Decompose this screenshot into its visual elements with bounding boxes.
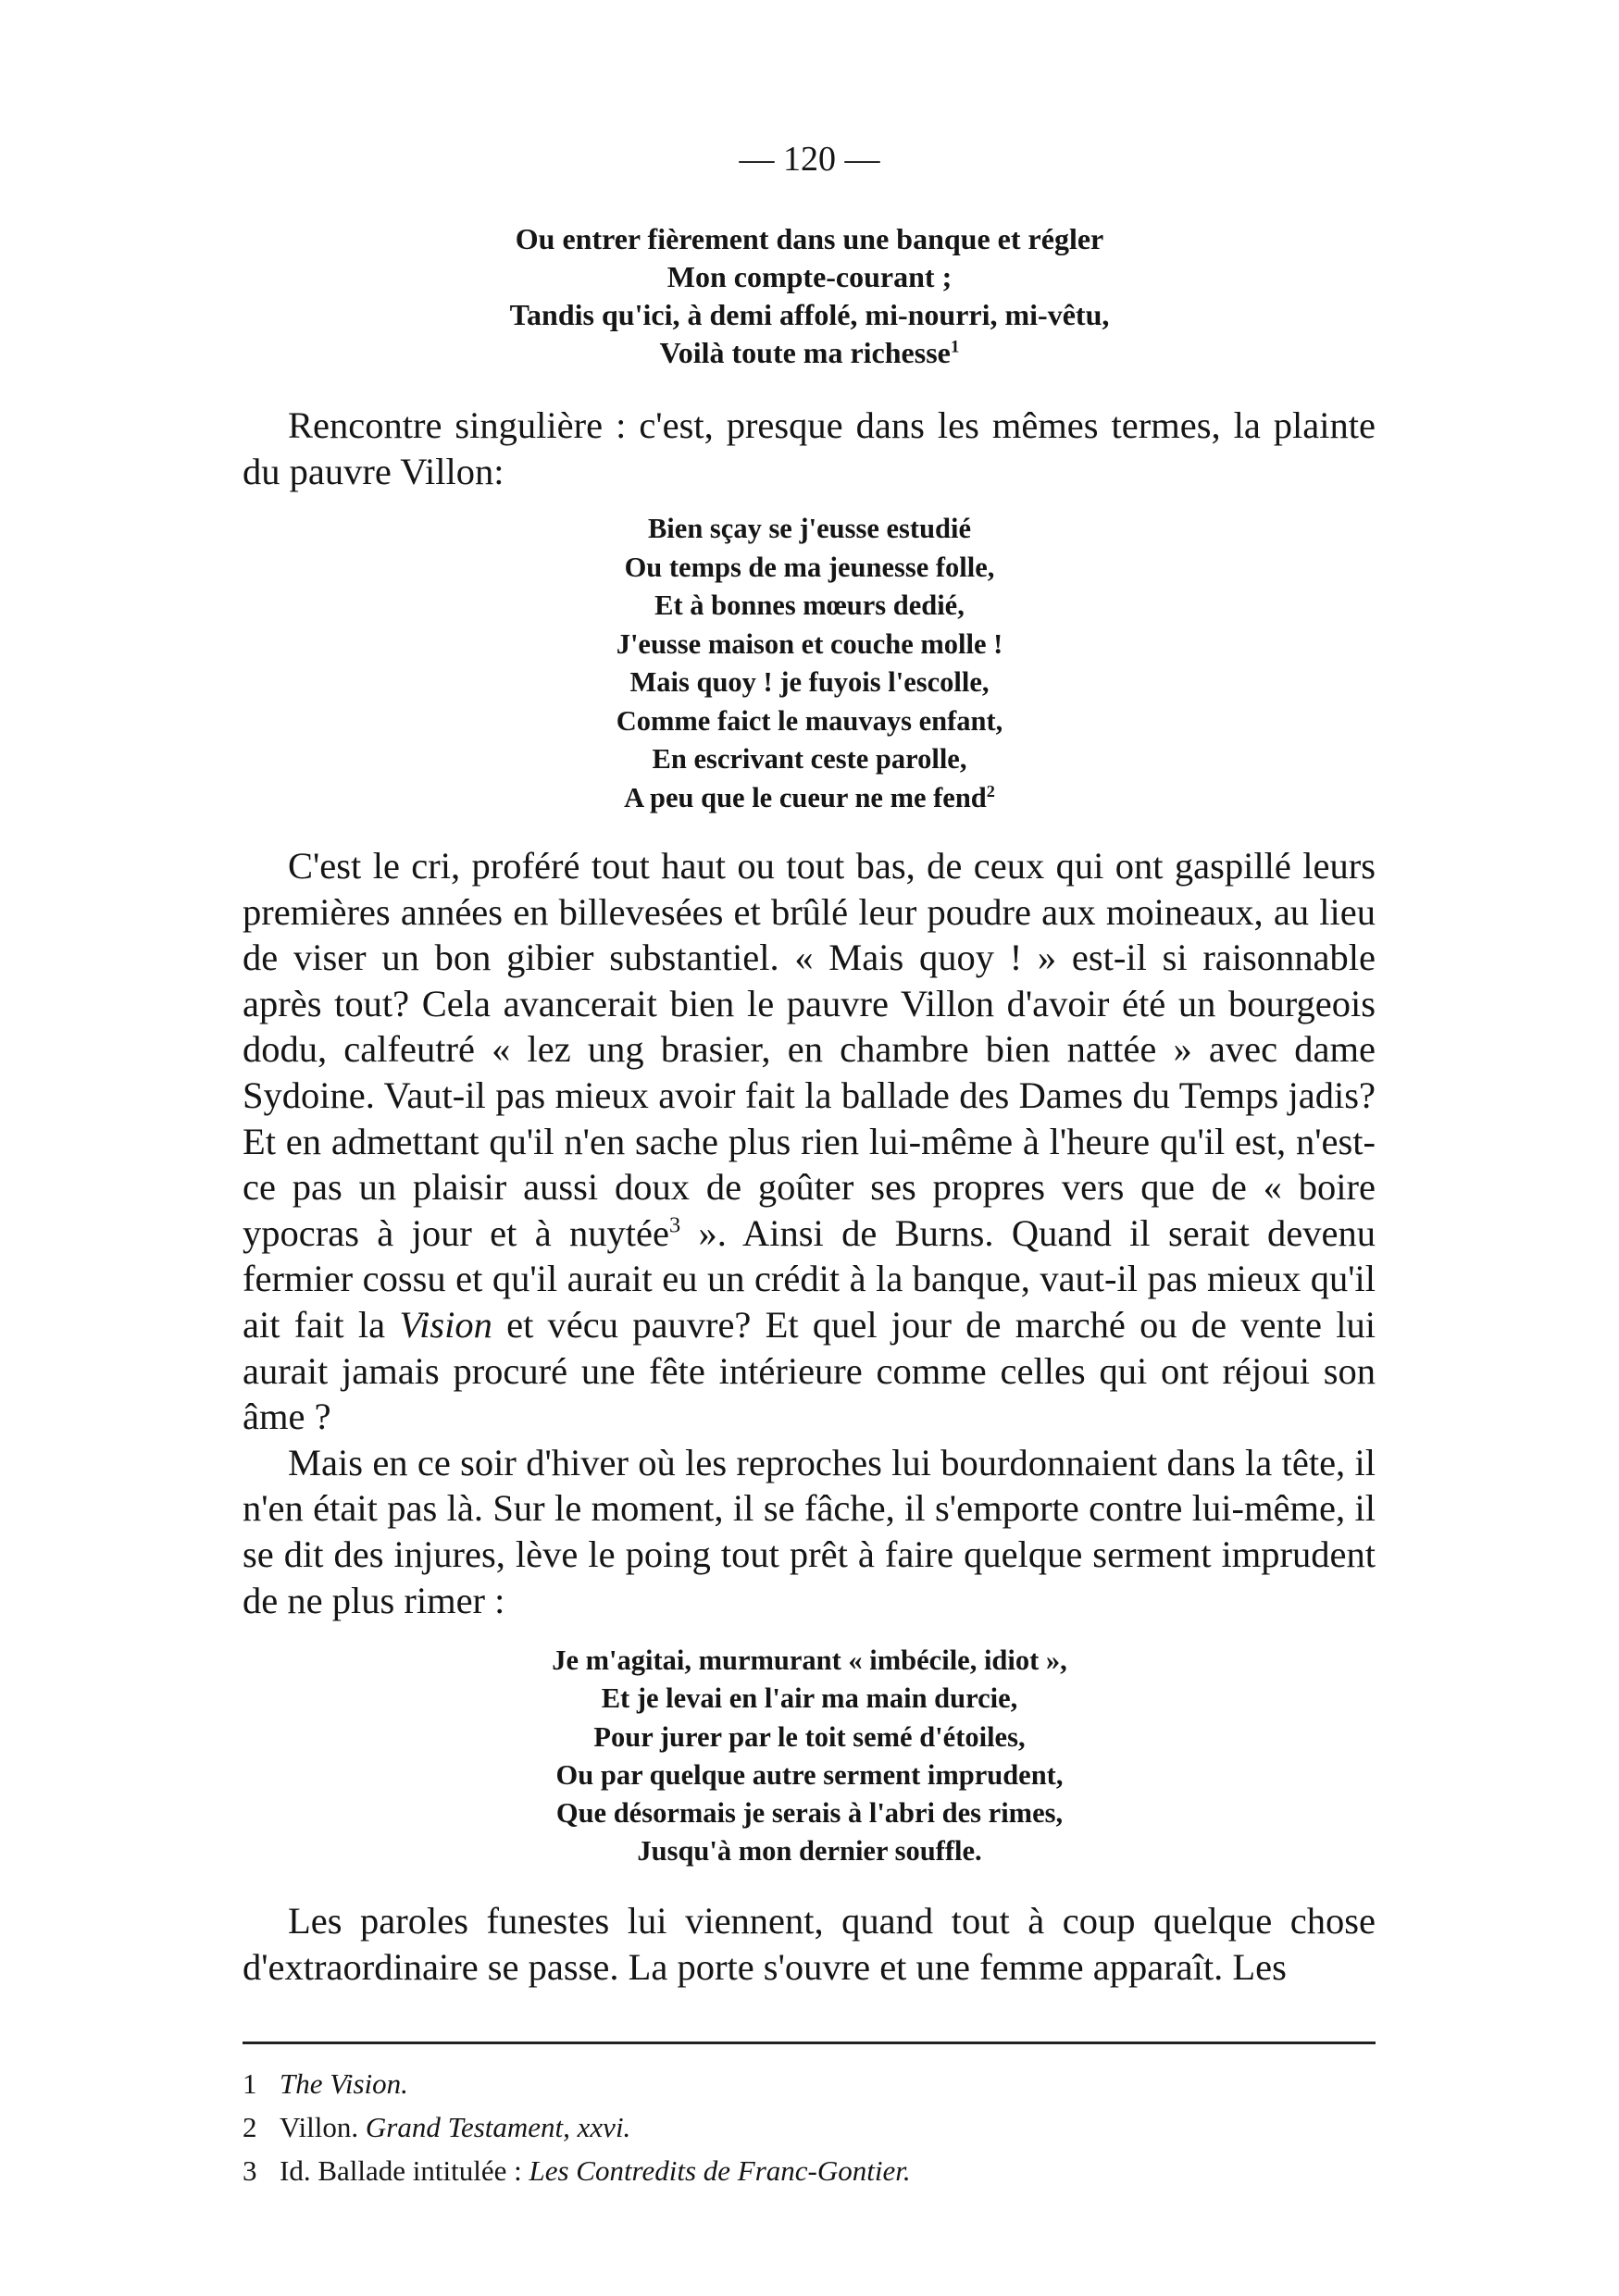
footnotes	[243, 2062, 1376, 2192]
verse-line: Ou par quelque autre serment imprudent,	[555, 1758, 1064, 1791]
footnote-ref: 1	[950, 337, 960, 357]
verse-stanza-burns-2	[0, 1642, 1619, 1871]
verse-line: Mais quoy ! je fuyois l'escolle,	[629, 666, 990, 698]
paragraph-text: C'est le cri, proféré tout haut ou tout bas, de ceux qui ont gaspillé leurs premières années en billevesées et brûlé leur poudre aux moineaux, au lieu de viser un bon gibier substantiel. « Mais quoy ! » est-il si raisonnable après tout? Cela avancerait bien le pauvre Villon d'avoir été un bourgeois dodu, calfeutré « lez ung brasier, en chambre bien nattée » avec dame Sydoine. Vaut-il pas mieux avoir fait la ballade des Dames du Temps jadis? Et en admettant qu'il n'en sache plus rien lui-même à l'heure qu'il est, n'est-ce pas un plaisir aussi doux de goûter ses propres vers que de « boire ypocras à jour et à nuytée	[243, 845, 1376, 1254]
verse-line: Tandis qu'ici, à demi affolé, mi-nourri, mi-vêtu,	[509, 298, 1110, 331]
paragraph-villon-intro	[243, 403, 1376, 494]
paragraph-text: Les paroles funestes lui viennent, quand tout à coup quelque chose d'extraordinaire se passe. La porte s'ouvre et une femme apparaît. Les	[243, 1900, 1376, 1988]
paragraph-text: Rencontre singulière : c'est, presque dans les mêmes termes, la plainte du pauvre Villon:	[243, 404, 1376, 492]
footnote-text: Id. Ballade intitulée :	[280, 2154, 529, 2187]
paragraph-mais-en-ce-soir: Mais en ce soir d'hiver où les reproches lui bourdonnaient dans la tête, il n'en était pas là. Sur le moment, il se fâche, il s'emporte contre lui-même, il se dit des injures, lève le poing tout prêt à faire quelque serment imprudent de ne plus rimer :	[243, 1441, 1376, 1621]
paragraph-block-main	[243, 843, 1376, 1623]
verse-line-text: Voilà toute ma richesse	[659, 336, 951, 369]
footnote-number: 1	[243, 2067, 257, 2100]
footnote-ref: 2	[986, 781, 995, 800]
verse-line: Jusqu'à mon dernier souffle.	[637, 1835, 982, 1868]
verse-line: Ou entrer fièrement dans une banque et régler	[515, 222, 1104, 255]
footnote-italic: The Vision.	[280, 2067, 408, 2100]
verse-line: Mon compte-courant ;	[666, 260, 953, 293]
verse-line: Pour jurer par le toit semé d'étoiles,	[593, 1720, 1026, 1753]
italic-title: Vision	[399, 1303, 492, 1346]
footnote-italic: Les Contredits de Franc-Gontier.	[529, 2154, 911, 2187]
verse-line-text: A peu que le cueur ne me fend	[624, 781, 987, 813]
verse-line: Que désormais je serais à l'abri des rimes,	[555, 1797, 1064, 1830]
verse-line: Bien sçay se j'eusse estudié	[647, 513, 972, 544]
verse-line: Et à bonnes mœurs dedié,	[654, 590, 965, 621]
page-number: — 120 —	[739, 140, 880, 179]
footnote-italic: Grand Testament, xxvi.	[365, 2111, 631, 2143]
footnote-ref: 3	[669, 1212, 681, 1238]
paragraph-cest-le-cri	[243, 843, 1376, 1440]
verse-line: J'eusse maison et couche molle !	[616, 627, 1003, 660]
paragraph-text: ». Ainsi de Burns. Quand il serait devenu fermier cossu et qu'il aurait eu un crédit à la banque, vaut-il pas mieux qu'il ait fait la	[243, 1211, 1376, 1346]
paragraph-text: et vécu pauvre? Et quel jour de marché ou de vente lui aurait jamais procuré une fête intérieure comme celles qui ont réjoui son âme ?	[243, 1303, 1376, 1438]
verse-line: Et je levai en l'air ma main durcie,	[601, 1682, 1018, 1715]
paragraph-les-paroles	[243, 1898, 1376, 1990]
footnote-2	[243, 2105, 1376, 2149]
verse-line	[0, 779, 1619, 818]
verse-stanza-villon	[0, 510, 1619, 817]
verse-line	[0, 334, 1619, 372]
footnote-divider	[243, 2042, 1376, 2044]
verse-line: Ou temps de ma jeunesse folle,	[624, 551, 995, 583]
footnote-number: 2	[243, 2111, 257, 2143]
verse-line: Comme faict le mauvays enfant,	[616, 704, 1003, 737]
footnote-3	[243, 2149, 1376, 2192]
footnote-number: 3	[243, 2154, 257, 2187]
footnote-text: Villon.	[280, 2111, 366, 2143]
verse-stanza-burns-1	[0, 220, 1619, 372]
footnote-1	[243, 2062, 1376, 2105]
verse-line: En escrivant ceste parolle,	[652, 743, 967, 775]
verse-line: Je m'agitai, murmurant « imbécile, idiot »,	[552, 1644, 1067, 1676]
